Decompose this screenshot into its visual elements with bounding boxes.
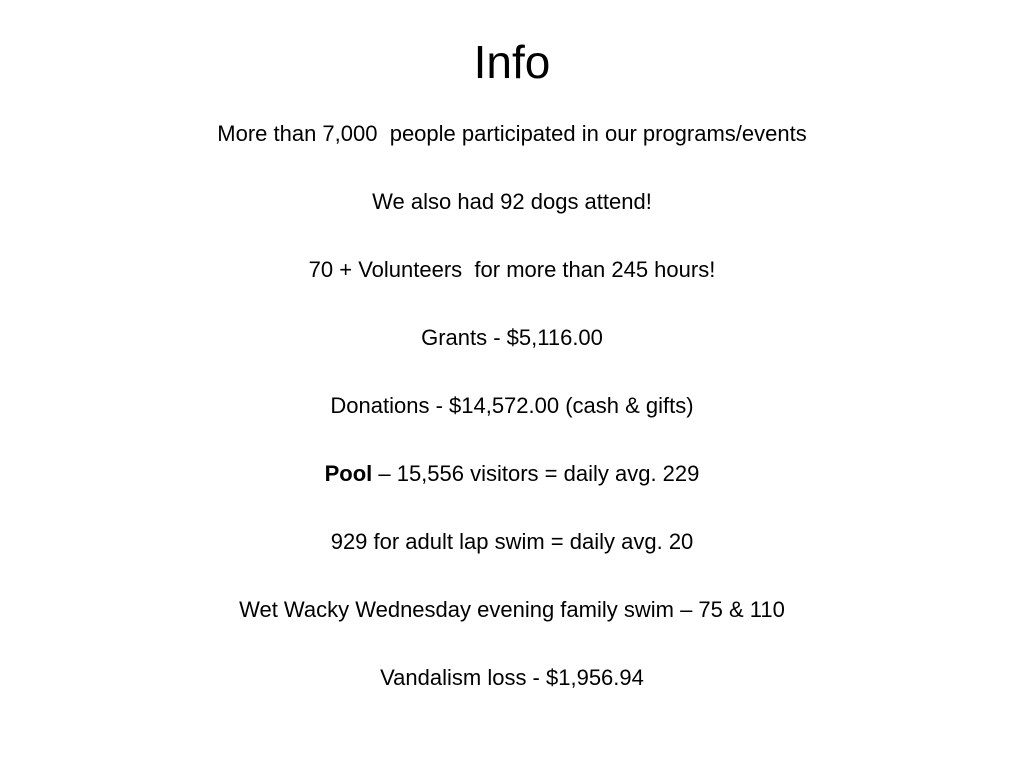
list-item-participants: More than 7,000 people participated in our programs/events [217,121,807,146]
list-item-donations: Donations - $14,572.00 (cash & gifts) [330,393,694,418]
list-item-pool [0,456,1024,492]
list-item-grants: Grants - $5,116.00 [421,325,603,350]
list-item-lap-swim: 929 for adult lap swim = daily avg. 20 [330,529,694,554]
pool-label: Pool [324,461,373,486]
list-item-dogs: We also had 92 dogs attend! [372,189,652,214]
list-item-vandalism: Vandalism loss - $1,956.94 [380,665,644,690]
list-item-volunteers: 70 + Volunteers for more than 245 hours! [308,257,716,282]
slide-title: Info [473,36,551,88]
content-list [0,116,1024,728]
pool-stats: – 15,556 visitors = daily avg. 229 [372,461,700,486]
list-item-family-swim: Wet Wacky Wednesday evening family swim – 75 & 110 [239,597,785,622]
